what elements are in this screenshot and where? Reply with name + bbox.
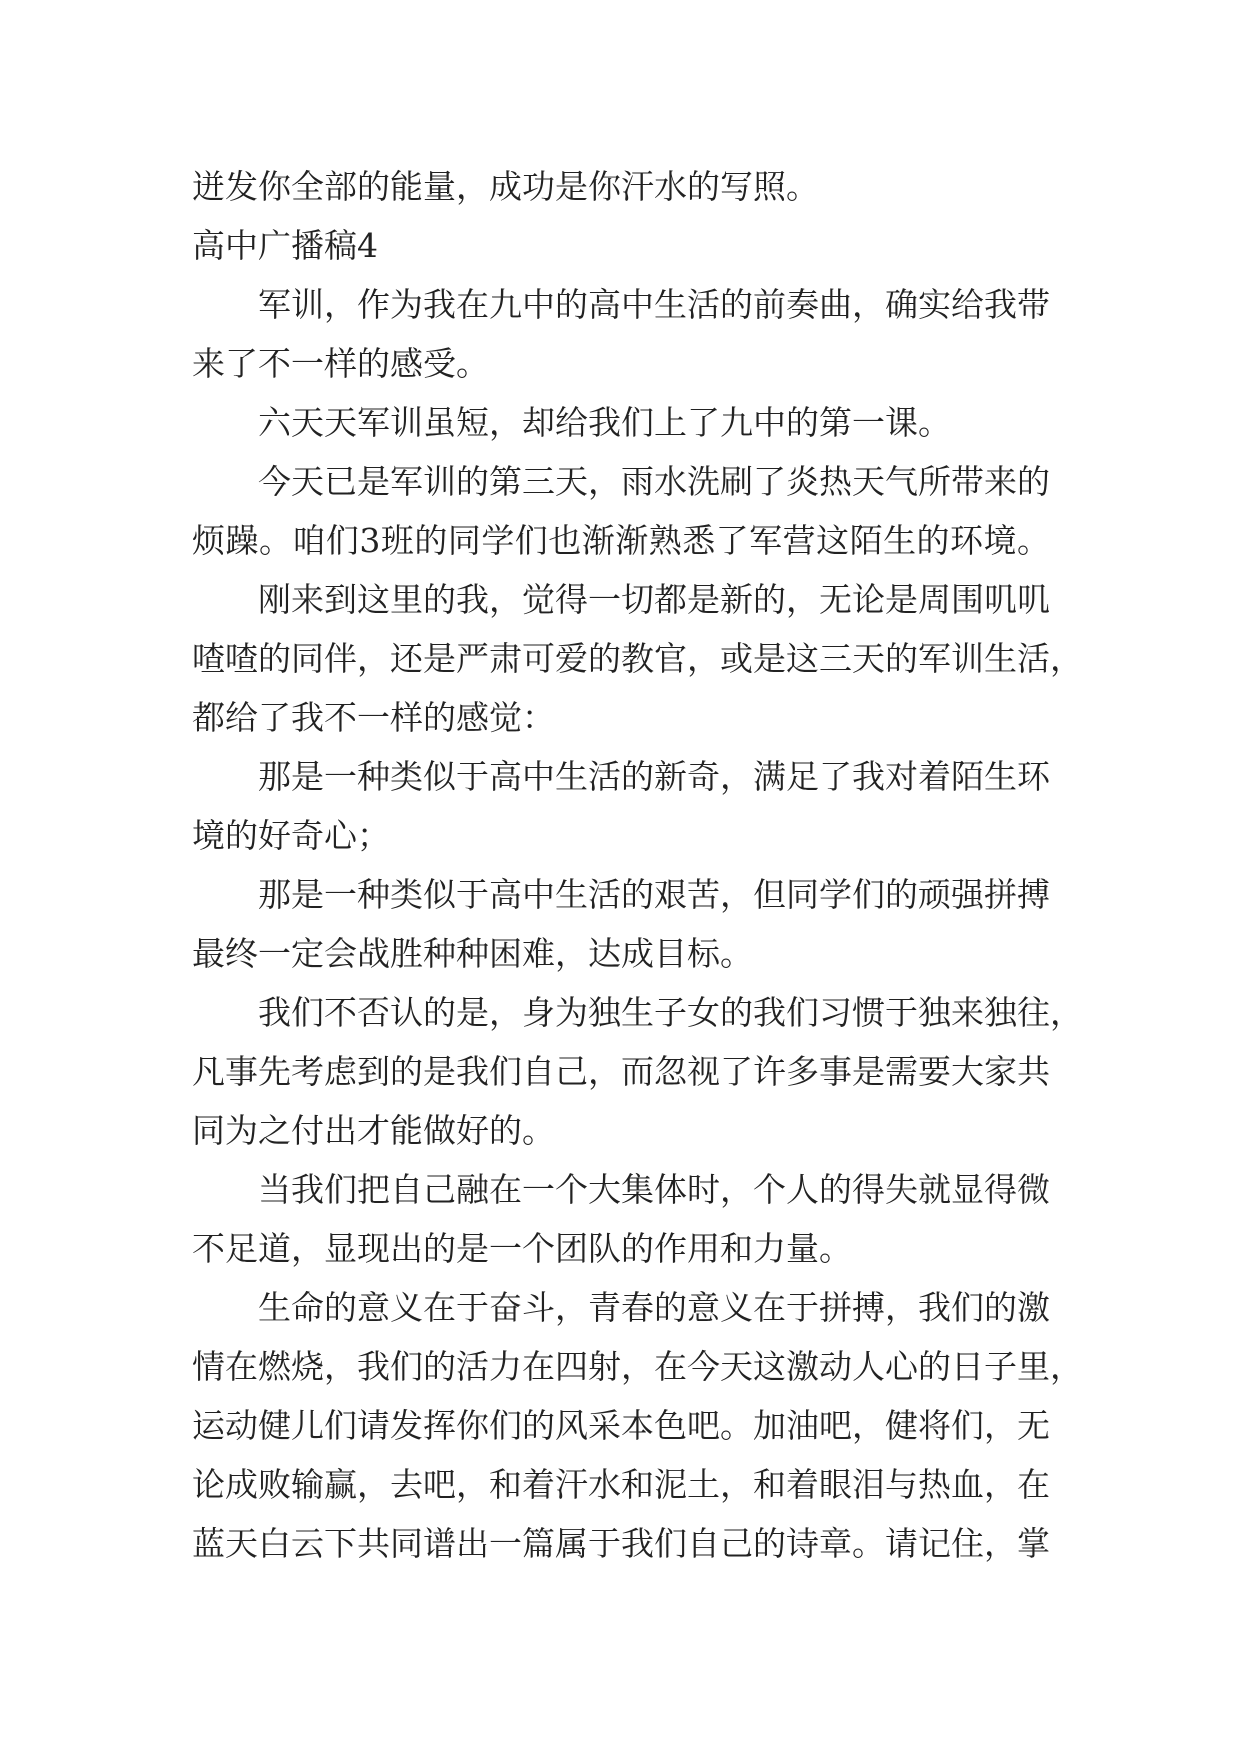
- heading-text: 高中广播稿4: [192, 226, 378, 265]
- line-text: 蓝天白云下共同谱出一篇属于我们自己的诗章。请记住，掌: [192, 1524, 1050, 1563]
- line-text: 生命的意义在于奋斗，青春的意义在于拼搏，我们的激: [258, 1288, 1050, 1327]
- paragraph-first-line: [0, 747, 1241, 807]
- line-text: 那是一种类似于高中生活的艰苦，但同学们的顽强拼搏: [258, 875, 1050, 914]
- text-line: [0, 924, 1241, 984]
- text-line: [0, 1455, 1241, 1515]
- paragraph-first-line: [0, 1278, 1241, 1338]
- text-line: [0, 511, 1241, 571]
- paragraph-first-line: [0, 570, 1241, 630]
- text-line: [0, 1337, 1241, 1397]
- line-text: 境的好奇心；: [192, 816, 390, 855]
- line-text: 不足道，显现出的是一个团队的作用和力量。: [192, 1229, 852, 1268]
- line-text: 最终一定会战胜种种困难，达成目标。: [192, 934, 753, 973]
- text-line: [0, 1396, 1241, 1456]
- text-line: [0, 806, 1241, 866]
- line-text: 烦躁。咱们3班的同学们也渐渐熟悉了军营这陌生的环境。: [192, 521, 1050, 560]
- text-line: [0, 688, 1241, 748]
- paragraph-first-line: [0, 393, 1241, 453]
- line-text: 今天已是军训的第三天，雨水洗刷了炎热天气所带来的: [258, 462, 1050, 501]
- line-text: 刚来到这里的我，觉得一切都是新的，无论是周围叽叽: [258, 580, 1050, 619]
- line-text: 情在燃烧，我们的活力在四射，在今天这激动人心的日子里，: [192, 1347, 1083, 1386]
- line-text: 我们不否认的是，身为独生子女的我们习惯于独来独往，: [258, 993, 1083, 1032]
- line-text: 同为之付出才能做好的。: [192, 1111, 555, 1150]
- paragraph-first-line: [0, 983, 1241, 1043]
- paragraph-first-line: [0, 452, 1241, 512]
- line-text: 论成败输赢，去吧，和着汗水和泥土，和着眼泪与热血，在: [192, 1465, 1050, 1504]
- text-line: [0, 1219, 1241, 1279]
- text-line: [0, 1101, 1241, 1161]
- paragraph-first-line: [0, 865, 1241, 925]
- line-text: 凡事先考虑到的是我们自己，而忽视了许多事是需要大家共: [192, 1052, 1050, 1091]
- text-line: [0, 1042, 1241, 1102]
- paragraph-first-line: [0, 1160, 1241, 1220]
- text-line: [0, 1514, 1241, 1574]
- line-text: 六天天军训虽短，却给我们上了九中的第一课。: [258, 403, 951, 442]
- line-text: 军训，作为我在九中的高中生活的前奏曲，确实给我带: [258, 285, 1050, 324]
- line-text: 迸发你全部的能量，成功是你汗水的写照。: [192, 167, 819, 206]
- line-text: 运动健儿们请发挥你们的风采本色吧。加油吧，健将们，无: [192, 1406, 1050, 1445]
- line-text: 都给了我不一样的感觉：: [192, 698, 555, 737]
- text-line: [0, 629, 1241, 689]
- paragraph-first-line: [0, 275, 1241, 335]
- text-line: [0, 157, 1241, 217]
- line-text: 当我们把自己融在一个大集体时，个人的得失就显得微: [258, 1170, 1050, 1209]
- line-text: 喳喳的同伴，还是严肃可爱的教官，或是这三天的军训生活，: [192, 639, 1083, 678]
- text-line: [0, 334, 1241, 394]
- section-heading: [0, 216, 1241, 276]
- line-text: 那是一种类似于高中生活的新奇，满足了我对着陌生环: [258, 757, 1050, 796]
- line-text: 来了不一样的感受。: [192, 344, 489, 383]
